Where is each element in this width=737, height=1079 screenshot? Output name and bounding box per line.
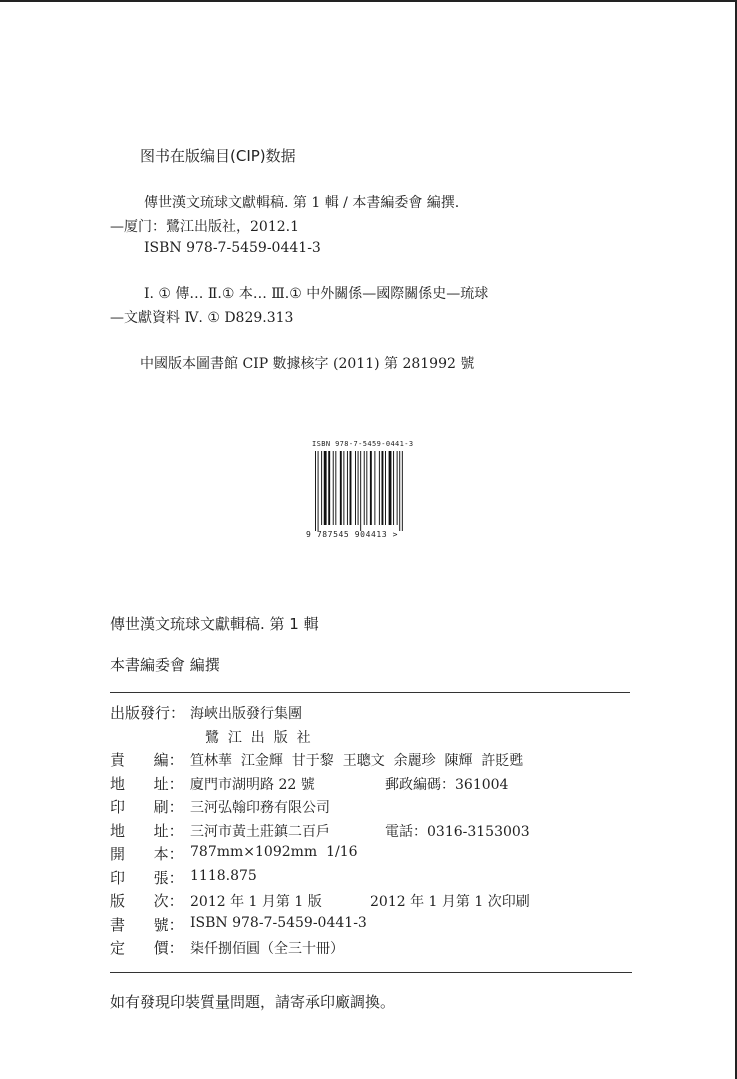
- cip-publisher-line: —厦门：鷺江出版社，2012.1: [110, 219, 299, 235]
- barcode-bar: [374, 451, 375, 525]
- barcode-bar: [382, 451, 384, 525]
- barcode-bar: [399, 451, 400, 531]
- barcode-bar: [364, 451, 365, 525]
- barcode-bars: [314, 451, 436, 531]
- colophon-extra: 2012 年 1 月第 1 次印刷: [370, 894, 530, 910]
- colophon-value: 三河弘翰印務有限公司: [190, 800, 330, 816]
- barcode-bar: [333, 451, 334, 525]
- colophon-value: 海峽出版發行集團: [190, 706, 302, 722]
- barcode-bar: [343, 451, 344, 525]
- colophon-label: 版 次：: [110, 892, 184, 910]
- colophon-value: 笪林華 江金輝 甘于黎 王聰文 余麗珍 陳輝 許貶甦: [190, 753, 524, 769]
- barcode-bar: [347, 451, 348, 525]
- barcode-bar: [350, 451, 352, 525]
- barcode-top-text: ISBN 978-7-5459-0441-3: [312, 440, 414, 448]
- barcode-bar: [355, 451, 356, 525]
- colophon-label: 印 張：: [110, 868, 184, 887]
- barcode-bar: [321, 451, 322, 525]
- colophon-label: 印 刷：: [110, 798, 184, 816]
- barcode-bar: [315, 451, 316, 531]
- barcode-bar: [340, 451, 342, 525]
- colophon-label: 開 本：: [110, 845, 184, 863]
- colophon-value: 2012 年 1 月第 1 版: [190, 894, 322, 910]
- colophon-value: 1118.875: [190, 867, 257, 884]
- quality-notice: 如有發現印裝質量問題，請寄承印廠調換。: [110, 993, 396, 1011]
- cip-isbn-line: ISBN 978-7-5459-0441-3: [144, 240, 321, 256]
- colophon-value: 柒仟捌佰圓（全三十冊）: [190, 941, 344, 957]
- barcode-bar: [379, 451, 380, 525]
- cip-library-line: 中國版本圖書館 CIP 數據核字 (2011) 第 281992 號: [140, 356, 475, 372]
- barcode-bar: [397, 451, 398, 525]
- bottom-rule: [110, 972, 632, 973]
- colophon-value: 787mm×1092mm 1/16: [190, 844, 358, 860]
- colophon-extra: 郵政編碼：361004: [385, 776, 509, 793]
- barcode-bar: [370, 451, 372, 525]
- top-rule: [110, 692, 630, 693]
- isbn-barcode: [304, 440, 448, 542]
- colophon-value: 三河市黃土莊鎮二百戶: [190, 823, 330, 840]
- barcode-bar: [324, 451, 327, 525]
- cip-title-line: 傳世漢文琉球文獻輯稿. 第 1 輯 / 本書編委會 編撰.: [144, 195, 460, 211]
- barcode-bar: [389, 451, 392, 525]
- colophon-label: 地 址：: [110, 821, 184, 840]
- barcode-bottom-text: 9 787545 904413 >: [306, 530, 399, 539]
- barcode-bar: [366, 451, 367, 525]
- barcode-bar: [385, 451, 386, 525]
- colophon-label: 定 價：: [110, 939, 184, 957]
- barcode-bar: [335, 451, 336, 525]
- cip-heading: 图书在版编目(CIP)数据: [140, 147, 296, 165]
- barcode-bar: [328, 451, 330, 525]
- colophon-extra: 電話：0316-3153003: [385, 823, 530, 840]
- colophon-value: 廈門市湖明路 22 號: [190, 776, 315, 793]
- book-editor: 本書編委會 編撰: [110, 656, 220, 674]
- barcode-bar: [402, 451, 403, 531]
- colophon-label: 書 號：: [110, 915, 184, 934]
- barcode-bar: [358, 451, 359, 525]
- cip-subjects-line-1: Ⅰ. ① 傳… Ⅱ.① 本… Ⅲ.① 中外關係—國際關係史—琉球: [144, 286, 489, 302]
- barcode-bar: [360, 451, 361, 531]
- colophon-label: 地 址：: [110, 774, 184, 793]
- barcode-bar: [318, 451, 319, 531]
- cip-subjects-line-2: —文獻資料 Ⅳ. ① D829.313: [110, 310, 294, 326]
- barcode-bar: [393, 451, 394, 525]
- colophon-label: 出版發行：: [110, 704, 186, 722]
- colophon-value: ISBN 978-7-5459-0441-3: [190, 914, 367, 931]
- book-title: 傳世漢文琉球文獻輯稿. 第 1 輯: [110, 615, 319, 633]
- colophon-label: 責 編：: [110, 751, 184, 769]
- colophon-value: 鷺 江 出 版 社: [205, 729, 311, 746]
